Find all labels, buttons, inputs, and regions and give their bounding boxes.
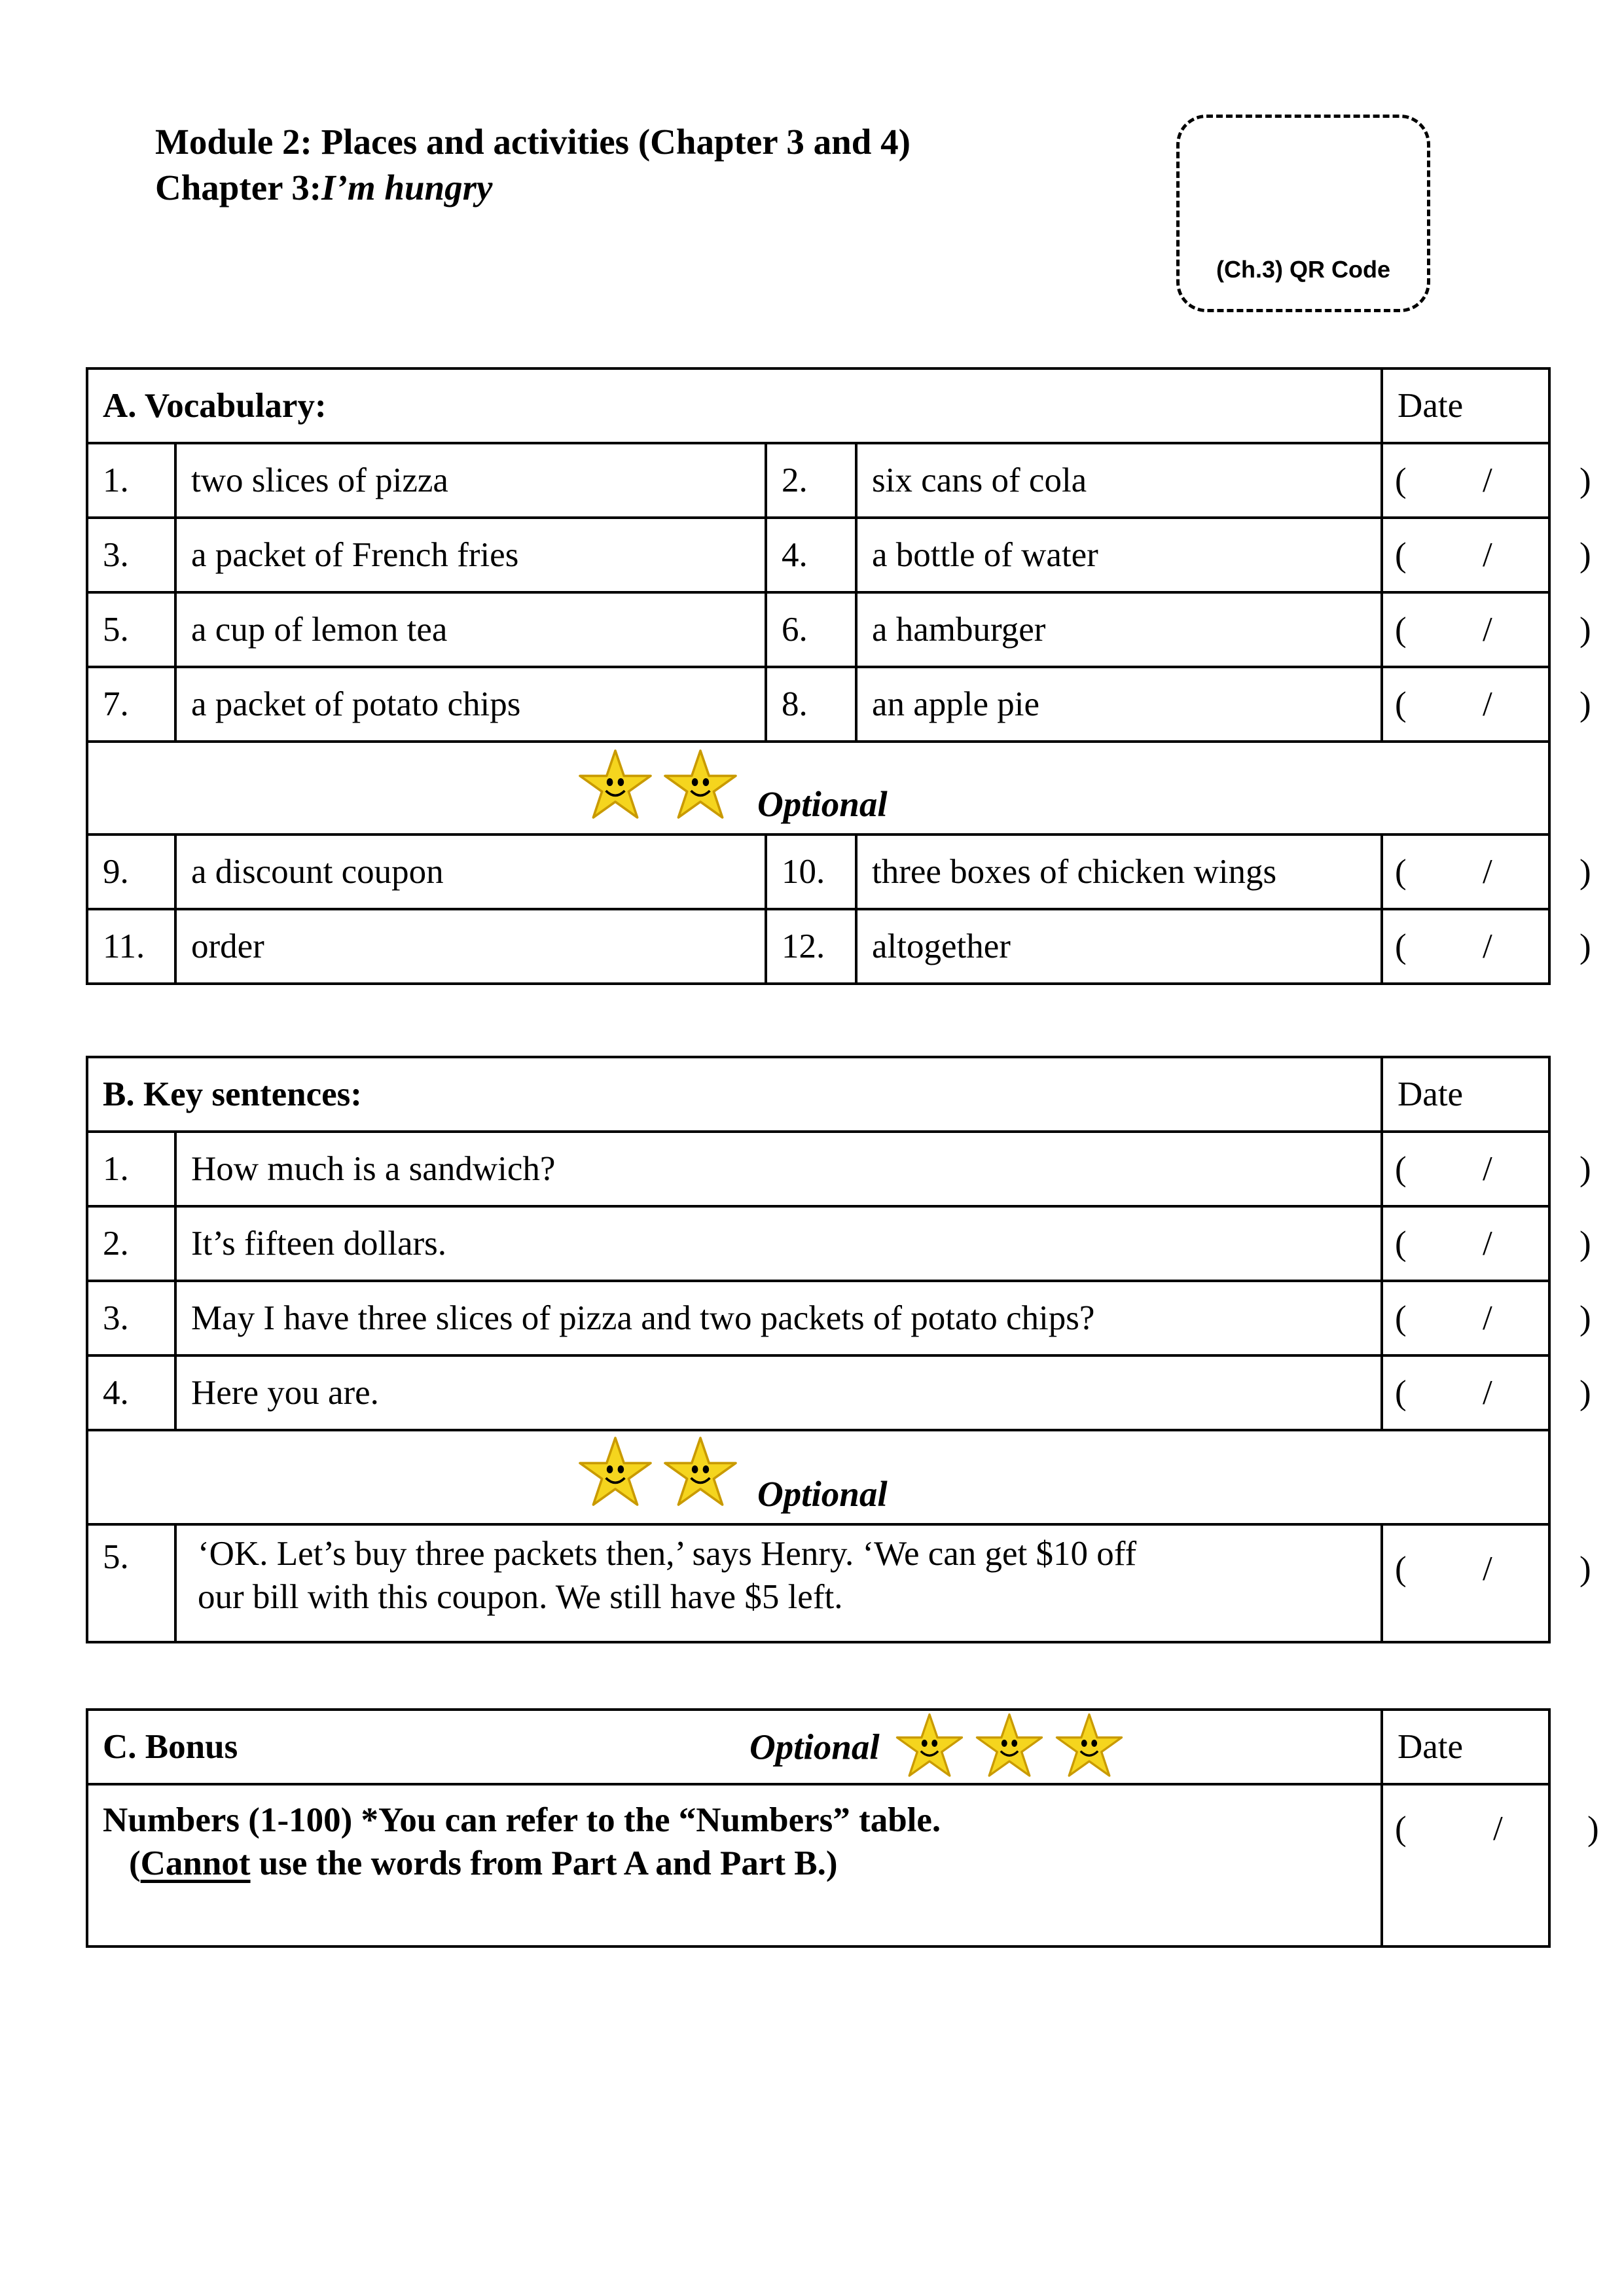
smiley-star-icon: [661, 747, 740, 825]
item-number: 8.: [766, 667, 856, 742]
key-sentence: Here you are.: [175, 1355, 1382, 1430]
item-number: 3.: [87, 518, 175, 592]
chapter-title: [155, 166, 492, 209]
table-row: [87, 1281, 1549, 1355]
smiley-star-icon: [1053, 1711, 1125, 1783]
section-a-title: A. Vocabulary:: [87, 368, 1382, 443]
optional-label: Optional: [757, 784, 888, 824]
bonus-line2: (Cannot use the words from Part A and Part B.): [129, 1844, 838, 1882]
table-row: [87, 518, 1549, 592]
date-field[interactable]: ( / ): [1382, 1281, 1549, 1355]
vocab-word: a discount coupon: [175, 834, 766, 909]
table-row: [87, 1524, 1549, 1642]
key-sentence: [175, 1524, 1382, 1642]
smiley-star-icon: [576, 747, 655, 825]
optional-label: Optional: [749, 1727, 880, 1767]
chapter-prefix: Chapter 3:: [155, 168, 322, 207]
bonus-instructions: [87, 1784, 1382, 1946]
optional-row: [87, 1430, 1549, 1524]
optional-stars: [893, 1711, 1125, 1783]
table-row: [87, 1355, 1549, 1430]
qr-code-placeholder: [1176, 115, 1430, 312]
bonus-table: [86, 1708, 1599, 1948]
table-row: [87, 1784, 1549, 1946]
optional-row: [87, 742, 1549, 834]
date-field[interactable]: ( / ): [1382, 909, 1549, 984]
item-number: 4.: [87, 1355, 175, 1430]
date-header: Date: [1382, 1710, 1549, 1784]
item-number: 7.: [87, 667, 175, 742]
vocab-word: an apple pie: [856, 667, 1382, 742]
vocab-word: two slices of pizza: [175, 443, 766, 518]
item-number: 3.: [87, 1281, 175, 1355]
date-field[interactable]: ( / ): [1382, 592, 1549, 667]
date-field[interactable]: ( / ): [1382, 518, 1549, 592]
item-number: 2.: [766, 443, 856, 518]
module-title: Module 2: Places and activities (Chapter 3 and 4): [155, 122, 911, 162]
item-number: 5.: [87, 592, 175, 667]
date-field[interactable]: ( / ): [1382, 1355, 1549, 1430]
key-sentence-line1: ‘OK. Let’s buy three packets then,’ says Henry. ‘We can get $10 off: [198, 1535, 1137, 1573]
date-field[interactable]: ( / ): [1382, 1132, 1549, 1206]
vocab-word: a cup of lemon tea: [175, 592, 766, 667]
chapter-name: I’m hungry: [321, 168, 493, 207]
bonus-line1: Numbers (1-100) *You can refer to the “Numbers” table.: [103, 1801, 941, 1839]
qr-code-label: (Ch.3) QR Code: [1216, 256, 1390, 283]
item-number: 10.: [766, 834, 856, 909]
table-row: [87, 1206, 1549, 1281]
section-b-title: B. Key sentences:: [87, 1057, 1382, 1132]
optional-label: Optional: [757, 1474, 888, 1514]
vocab-word: altogether: [856, 909, 1382, 984]
optional-banner: [87, 1430, 1549, 1524]
smiley-star-icon: [973, 1711, 1045, 1783]
date-field[interactable]: ( / ): [1382, 1524, 1549, 1642]
table-row: [87, 1132, 1549, 1206]
key-sentences-table: [86, 1056, 1591, 1643]
key-sentence-line2: our bill with this coupon. We still have $5 left.: [198, 1578, 843, 1616]
smiley-star-icon: [661, 1434, 740, 1513]
item-number: 1.: [87, 1132, 175, 1206]
smiley-star-icon: [576, 1434, 655, 1513]
item-number: 11.: [87, 909, 175, 984]
date-header: Date: [1382, 1057, 1549, 1132]
item-number: 12.: [766, 909, 856, 984]
smiley-star-icon: [893, 1711, 965, 1783]
item-number: 1.: [87, 443, 175, 518]
vocab-word: a packet of potato chips: [175, 667, 766, 742]
date-field[interactable]: ( / ): [1382, 443, 1549, 518]
cannot-underlined: Cannot: [140, 1844, 251, 1882]
item-number: 4.: [766, 518, 856, 592]
vocab-word: a bottle of water: [856, 518, 1382, 592]
table-row: [87, 909, 1549, 984]
key-sentence: How much is a sandwich?: [175, 1132, 1382, 1206]
section-c-title: C. Bonus: [103, 1728, 238, 1766]
optional-stars: [576, 1434, 740, 1513]
date-field[interactable]: ( / ): [1382, 1784, 1549, 1946]
date-header: Date: [1382, 368, 1549, 443]
date-field[interactable]: ( / ): [1382, 834, 1549, 909]
table-row: [87, 592, 1549, 667]
vocab-word: three boxes of chicken wings: [856, 834, 1382, 909]
date-field[interactable]: ( / ): [1382, 1206, 1549, 1281]
item-number: 2.: [87, 1206, 175, 1281]
date-field[interactable]: ( / ): [1382, 667, 1549, 742]
item-number: 6.: [766, 592, 856, 667]
section-c-header: [87, 1710, 1382, 1784]
vocab-word: six cans of cola: [856, 443, 1382, 518]
vocab-word: order: [175, 909, 766, 984]
vocabulary-table: [86, 367, 1591, 985]
item-number: 9.: [87, 834, 175, 909]
table-row: [87, 834, 1549, 909]
table-row: [87, 443, 1549, 518]
vocab-word: a packet of French fries: [175, 518, 766, 592]
optional-stars: [576, 747, 740, 825]
table-row: [87, 667, 1549, 742]
key-sentence: It’s fifteen dollars.: [175, 1206, 1382, 1281]
vocab-word: a hamburger: [856, 592, 1382, 667]
optional-banner: [87, 742, 1549, 834]
key-sentence: May I have three slices of pizza and two packets of potato chips?: [175, 1281, 1382, 1355]
item-number: 5.: [87, 1524, 175, 1642]
